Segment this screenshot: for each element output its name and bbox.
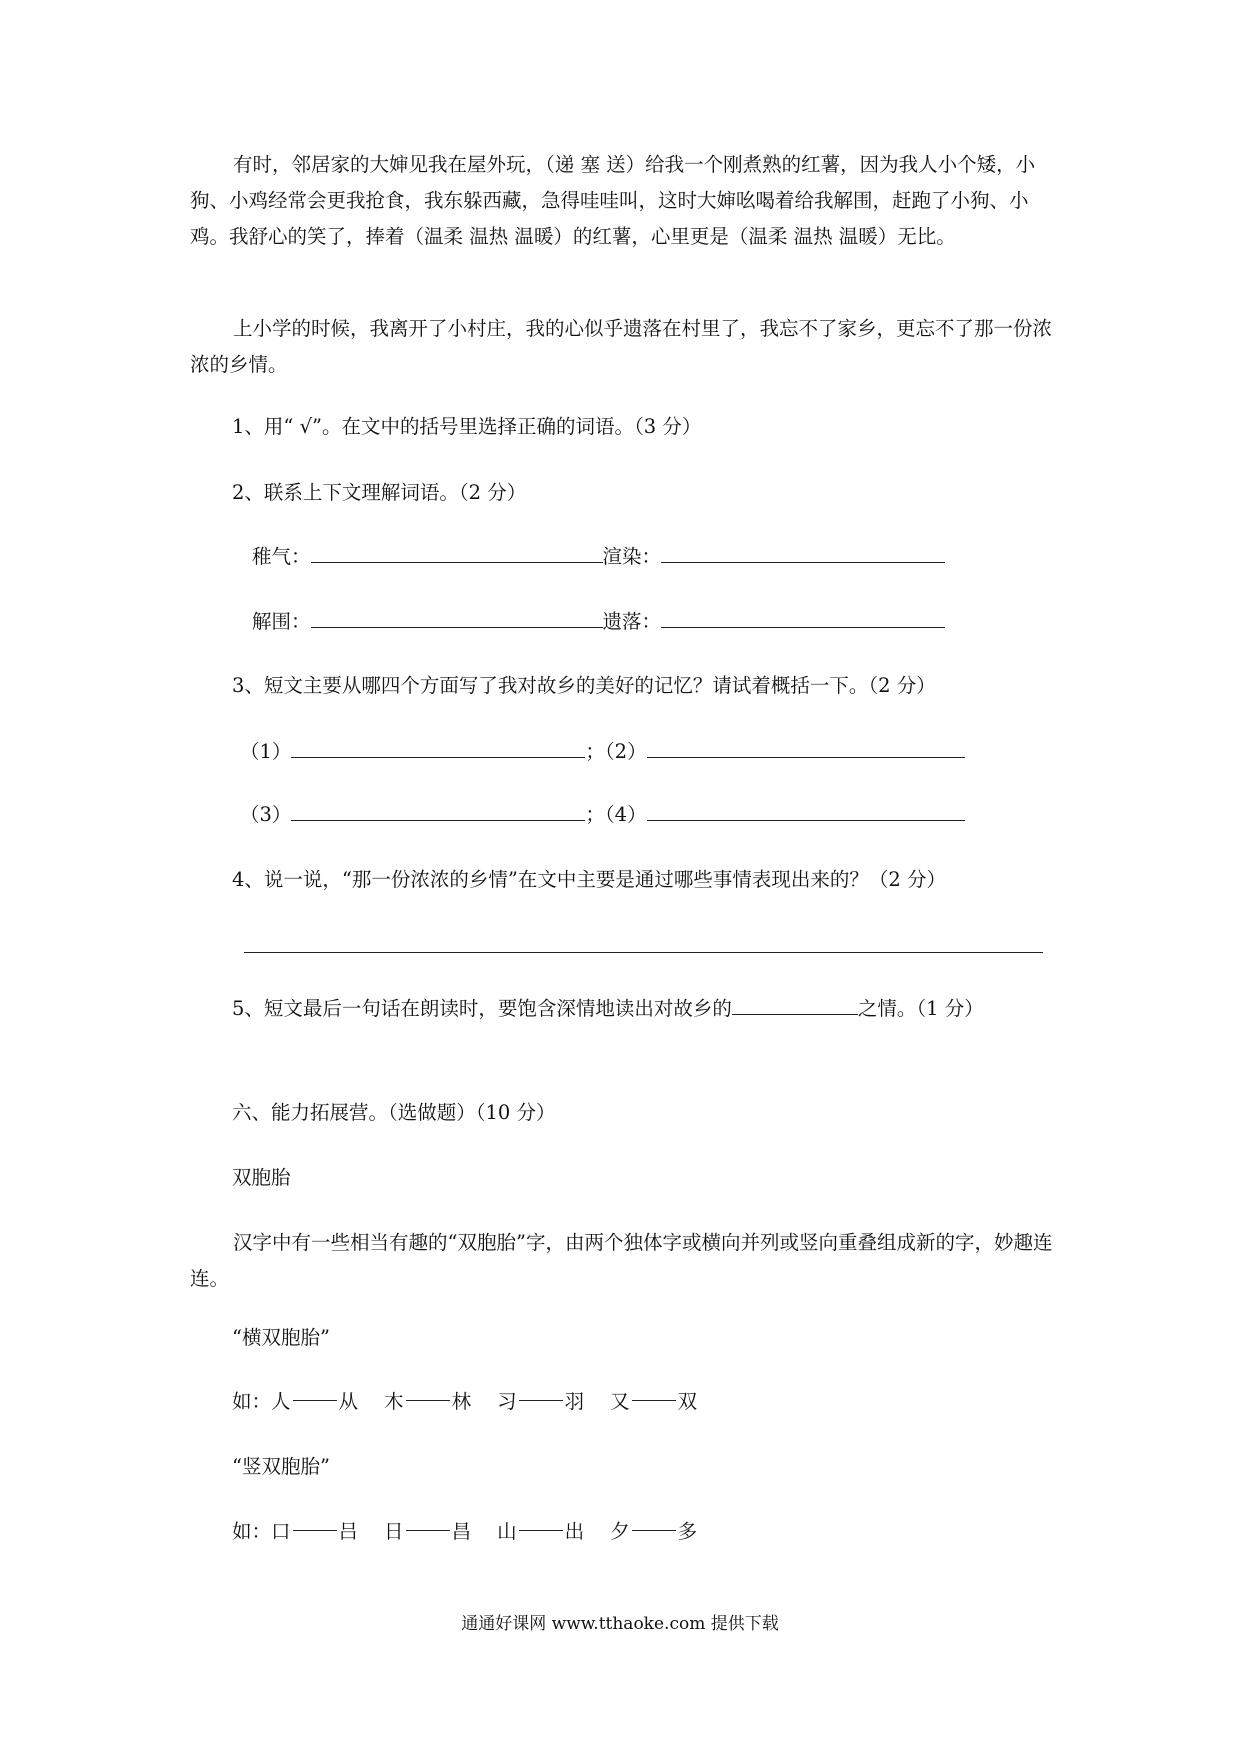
- pair-dash: [632, 1400, 676, 1401]
- q3-item-3: （3）: [240, 803, 292, 826]
- q3-item-2: ；（2）: [585, 740, 647, 763]
- pair-char-a: 夕: [610, 1520, 630, 1543]
- q3-answer-line-2[interactable]: [647, 739, 965, 758]
- q2-answer-line-2[interactable]: [661, 544, 945, 563]
- q2-answer-line-4[interactable]: [661, 609, 945, 628]
- pair-dash: [293, 1400, 337, 1401]
- pair-char-b: 昌: [451, 1520, 472, 1543]
- q3-row-2: [240, 797, 965, 833]
- pair-char-b: 羽: [564, 1390, 585, 1413]
- pair-dash: [519, 1530, 563, 1531]
- vertical-pair-2: [384, 1514, 471, 1550]
- q3-item-4: ；（4）: [585, 803, 647, 826]
- q2-answer-line-3[interactable]: [311, 609, 603, 628]
- q2-word-1: 稚气：: [252, 545, 311, 568]
- q3-answer-line-1[interactable]: [291, 739, 585, 758]
- horizontal-prefix: 如：: [232, 1390, 272, 1413]
- pair-char-a: 又: [610, 1390, 630, 1413]
- q3-item-1: （1）: [240, 740, 292, 763]
- vertical-twins-label: “竖双胞胎”: [232, 1455, 330, 1478]
- pair-char-a: 山: [497, 1520, 517, 1543]
- question-3: 3、短文主要从哪四个方面写了我对故乡的美好的记忆？请试着概括一下。（2 分）: [232, 674, 936, 697]
- pair-char-b: 从: [338, 1390, 359, 1413]
- q2-word-2: 渲染：: [602, 545, 662, 568]
- question-2: 2、联系上下文理解词语。（2 分）: [232, 481, 527, 504]
- q2-row-2: [252, 604, 945, 640]
- horizontal-pair-2: [384, 1384, 471, 1420]
- q2-row-1: [252, 539, 945, 575]
- horizontal-twins-examples: [232, 1384, 723, 1420]
- pair-char-a: 木: [384, 1390, 404, 1413]
- q2-word-4: 遗落：: [602, 610, 662, 633]
- q3-answer-line-4[interactable]: [647, 802, 965, 821]
- vertical-pair-3: [497, 1514, 584, 1550]
- horizontal-pair-4: [610, 1384, 697, 1420]
- pair-char-b: 林: [451, 1390, 472, 1413]
- question-1: 1、用“ √”。在文中的括号里选择正确的词语。（3 分）: [232, 415, 702, 438]
- pair-dash: [632, 1530, 676, 1531]
- pair-char-a: 习: [497, 1390, 517, 1413]
- pair-char-b: 双: [677, 1390, 698, 1413]
- passage-paragraph-2: 上小学的时候，我离开了小村庄，我的心似乎遗落在村里了，我忘不了家乡，更忘不了那一份浓浓的乡情。: [190, 317, 1053, 376]
- pair-dash: [293, 1530, 337, 1531]
- section-6-intro: 汉字中有一些相当有趣的“双胞胎”字，由两个独体字或横向并列或竖向重叠组成新的字，妙趣连连。: [190, 1231, 1053, 1290]
- vertical-twins-examples: [232, 1514, 723, 1550]
- section-6-title: 双胞胎: [232, 1166, 291, 1189]
- page-footer: 通通好课网 www.tthaoke.com 提供下载: [461, 1614, 779, 1634]
- vertical-pair-4: [610, 1514, 697, 1550]
- q5-text-after: 之情。（1 分）: [857, 997, 984, 1020]
- q4-answer-line[interactable]: [244, 952, 1043, 953]
- q3-answer-line-3[interactable]: [291, 802, 585, 821]
- pair-dash: [406, 1530, 450, 1531]
- question-4: 4、说一说，“那一份浓浓的乡情”在文中主要是通过哪些事情表现出来的？（2 分）: [232, 868, 946, 891]
- pair-dash: [406, 1400, 450, 1401]
- q3-row-1: [240, 734, 965, 770]
- horizontal-twins-label: “横双胞胎”: [232, 1326, 330, 1349]
- q2-word-3: 解围：: [252, 610, 311, 633]
- pair-char-b: 多: [677, 1520, 698, 1543]
- q2-answer-line-1[interactable]: [311, 544, 603, 563]
- pair-char-a: 日: [384, 1520, 404, 1543]
- pair-char-a: 口: [271, 1520, 291, 1543]
- pair-char-b: 吕: [338, 1520, 359, 1543]
- question-5: [232, 991, 984, 1027]
- section-6-heading: 六、能力拓展营。（选做题）（10 分）: [232, 1101, 556, 1124]
- horizontal-pair-3: [497, 1384, 584, 1420]
- horizontal-pair-1: [271, 1384, 358, 1420]
- q5-text-before: 5、短文最后一句话在朗读时，要饱含深情地读出对故乡的: [232, 997, 732, 1020]
- pair-char-b: 出: [564, 1520, 585, 1543]
- vertical-prefix: 如：: [232, 1520, 272, 1543]
- pair-char-a: 人: [271, 1390, 291, 1413]
- passage-paragraph-1: 有时，邻居家的大婶见我在屋外玩，（递 塞 送）给我一个刚煮熟的红薯，因为我人小个矮，小狗、小鸡经常会更我抢食，我东躲西藏，急得哇哇叫，这时大婶吆喝着给我解围，赶跑了小狗、小鸡。我舒心的笑了，捧着（温柔 温热 温暖）的红薯，心里更是（温柔 温热 温暖）无比。: [190, 153, 1036, 248]
- pair-dash: [519, 1400, 563, 1401]
- q5-answer-line[interactable]: [732, 996, 858, 1015]
- vertical-pair-1: [271, 1514, 358, 1550]
